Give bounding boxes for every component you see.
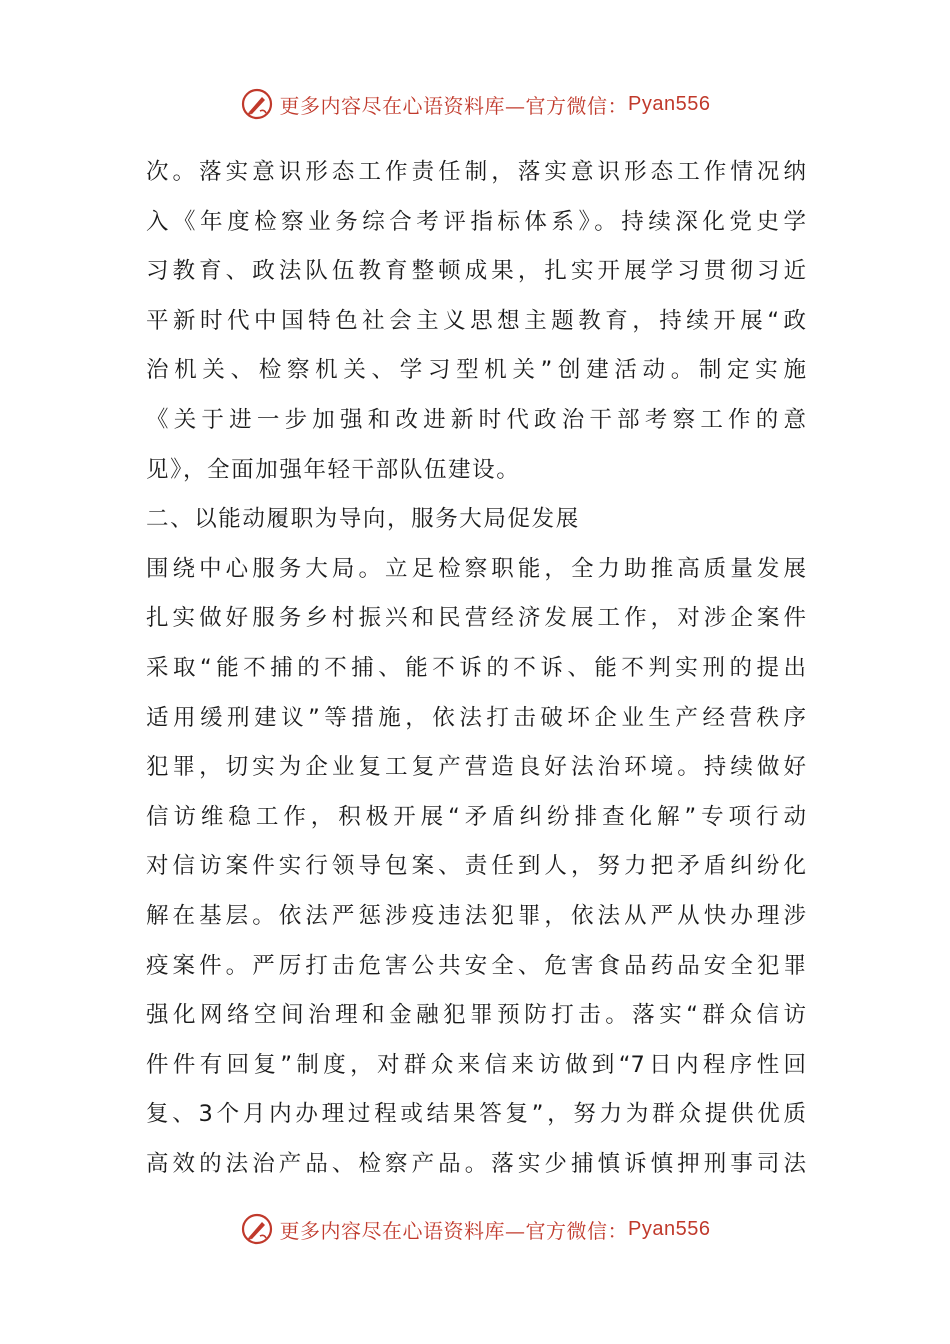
- body-line: 围绕中心服务大局。立足检察职能，全力助推高质量发展: [146, 555, 806, 582]
- watermark-text: 更多内容尽在心语资料库—官方微信：: [279, 93, 629, 118]
- body-line: 扎实做好服务乡村振兴和民营经济发展工作，对涉企案件: [146, 605, 806, 632]
- body-line: 高效的法治产品、检察产品。落实少捕慎诉慎押刑事司法: [146, 1150, 806, 1177]
- body-line: 治机关、检察机关、学习型机关”创建活动。制定实施: [146, 357, 806, 384]
- document-body: [146, 148, 806, 1189]
- body-line: 习教育、政法队伍教育整顿成果，扎实开展学习贯彻习近: [146, 258, 806, 285]
- body-line: 疫案件。严厉打击危害公共安全、危害食品药品安全犯罪: [146, 952, 806, 979]
- pen-logo-icon: [240, 1212, 274, 1246]
- body-line: 件件有回复”制度，对群众来信来访做到“7日内程序性回: [146, 1051, 806, 1078]
- watermark-wechat-id: Pyan556: [628, 1217, 711, 1240]
- body-line: 对信访案件实行领导包案、责任到人，努力把矛盾纠纷化: [146, 853, 806, 880]
- body-line: 采取“能不捕的不捕、能不诉的不诉、能不判实刑的提出: [146, 654, 806, 681]
- body-line: 强化网络空间治理和金融犯罪预防打击。落实“群众信访: [146, 1002, 806, 1029]
- body-line: 平新时代中国特色社会主义思想主题教育，持续开展“政: [146, 307, 806, 334]
- body-line: 信访维稳工作，积极开展“矛盾纠纷排查化解”专项行动: [146, 803, 806, 830]
- body-line: 复、3个月内办理过程或结果答复”，努力为群众提供优质: [146, 1101, 806, 1128]
- body-line: 见》，全面加强年轻干部队伍建设。: [146, 456, 521, 483]
- body-line: 入《年度检察业务综合考评指标体系》。持续深化党史学: [146, 208, 806, 235]
- watermark-wechat-id: Pyan556: [628, 92, 711, 115]
- watermark-text: 更多内容尽在心语资料库—官方微信：: [279, 1218, 629, 1243]
- section-heading: 二、以能动履职为导向，服务大局促发展: [146, 506, 580, 533]
- body-line: 解在基层。依法严惩涉疫违法犯罪，依法从严从快办理涉: [146, 902, 806, 929]
- body-line: 《关于进一步加强和改进新时代政治干部考察工作的意: [146, 406, 806, 433]
- footer-watermark: [0, 1209, 950, 1249]
- body-line: 次。落实意识形态工作责任制，落实意识形态工作情况纳: [146, 159, 806, 185]
- body-line: 适用缓刑建议”等措施，依法打击破坏企业生产经营秩序: [146, 704, 806, 731]
- pen-logo-icon: [240, 87, 274, 121]
- header-watermark: [0, 84, 950, 124]
- body-line: 犯罪，切实为企业复工复产营造良好法治环境。持续做好: [146, 754, 806, 781]
